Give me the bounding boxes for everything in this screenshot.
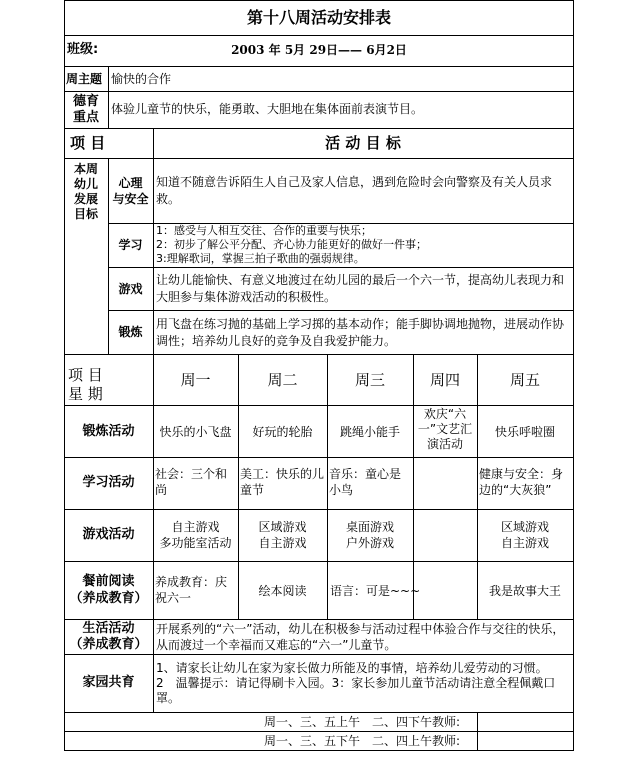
dev-learning-line-2: 2：初步了解公平分配、齐心协力能更好的做好一件事； (156, 238, 427, 251)
dev-games-label: 游戏 (118, 282, 143, 296)
theme-label: 周主题 (66, 72, 103, 86)
rule (64, 654, 574, 655)
class-label: 班级: (67, 42, 99, 57)
reading-wed: 语言：可是~~~ (330, 584, 421, 598)
life-label-2: （养成教育） (69, 637, 148, 652)
border-top (64, 0, 574, 1)
reading-mon: 养成教育：庆祝六一 (155, 575, 228, 605)
life-text: 开展系列的“六一”活动，幼儿在积极参与活动过程中体验合作与交往的快乐，从而渡过一个幸福而又难忘的“六一”儿童节。 (156, 622, 565, 652)
day-header-wed: 周三 (354, 371, 385, 389)
dev-exercise-text: 用飞盘在练习抛的基础上学习掷的基本动作；能手脚协调地抛物，进展动作协调性；培养幼儿良好的竞争及自我爱护能力。 (156, 317, 565, 348)
game-wed: 桌面游戏 户外游戏 (345, 520, 394, 550)
reading-label-1: 餐前阅读 (82, 574, 135, 589)
dev-learning-line-3: 3:理解歌词，掌握三拍子歌曲的强弱规律。 (156, 252, 365, 265)
dev-group-label-1: 本周 (73, 162, 98, 176)
reading-label-2: （养成教育） (69, 591, 148, 606)
item-header: 项 目 (70, 134, 106, 152)
dev-psych-text: 知道不随意告诉陌生人自己及家人信息，遇到危险时会向警察及有关人员求救。 (156, 175, 553, 206)
exercise-thu: 欢庆“六一”文艺汇演活动 (417, 407, 473, 451)
moral-value: 体验儿童节的快乐，能勇敢、大胆地在集体面前表演节目。 (111, 102, 424, 116)
dev-learning-label: 学习 (118, 238, 143, 252)
rule (108, 310, 574, 311)
goals-header: 活 动 目 标 (325, 134, 401, 152)
game-fri: 区域游戏 自主游戏 (500, 520, 549, 550)
dev-games-text: 让幼儿能愉快、有意义地渡过在幼儿园的最后一个六一节，提高幼儿表现力和大胆参与集体游戏活动的积极性。 (156, 273, 565, 304)
learning-tue: 美工：快乐的儿童节 (240, 467, 325, 497)
moral-label-line1: 德育 (72, 94, 99, 109)
learning-fri: 健康与安全：身边的“大灰狼” (479, 467, 564, 497)
date-year: 2003 年 (231, 43, 281, 57)
col-divider (108, 66, 109, 128)
learning-wed: 音乐：童心是小鸟 (329, 467, 402, 497)
col-divider (477, 354, 478, 619)
rule (64, 509, 574, 510)
col-divider (327, 354, 328, 619)
teacher-row-2: 周一、三、五下午 二、四上午教师: (264, 734, 461, 748)
day-header-thu: 周四 (429, 371, 460, 389)
page-title: 第十八周活动安排表 (246, 8, 391, 27)
home-line-1: 1、请家长让幼儿在家为家长做力所能及的事情，培养幼儿爱劳动的习惯。 (156, 661, 548, 675)
rule (64, 66, 574, 67)
dev-exercise-label: 锻炼 (118, 325, 143, 339)
home-label: 家园共育 (82, 675, 135, 690)
dev-learning-line-1: 1：感受与人相互交往、合作的重要与快乐； (156, 224, 372, 237)
dev-psych-label-1: 心理 (118, 176, 143, 190)
schedule-corner-1: 项 目 (68, 366, 103, 384)
exercise-activity-label: 锻炼活动 (82, 424, 135, 439)
rule (64, 712, 574, 713)
col-divider (153, 158, 154, 354)
learning-mon: 社会：三个和尚 (155, 467, 228, 497)
exercise-tue: 好玩的轮胎 (252, 425, 313, 439)
dev-psych-label-2: 与安全 (112, 192, 149, 206)
day-header-mon: 周一 (180, 371, 211, 389)
theme-value: 愉快的合作 (111, 72, 172, 86)
rule (64, 619, 574, 620)
exercise-wed: 跳绳小能手 (339, 425, 400, 439)
teacher-row-1: 周一、三、五上午 二、四下午教师: (264, 715, 461, 729)
exercise-fri: 快乐呼啦圈 (494, 425, 555, 439)
day-header-tue: 周二 (267, 371, 298, 389)
rule (64, 354, 574, 355)
date-span: 5月 29日—— 6月2日 (284, 43, 407, 57)
rule (64, 405, 574, 406)
rule (64, 158, 574, 159)
border-bottom (64, 750, 574, 751)
rule (64, 128, 574, 129)
life-label-1: 生活活动 (82, 621, 135, 636)
game-activity-label: 游戏活动 (82, 527, 135, 542)
rule (108, 267, 574, 268)
dev-group-label-4: 目标 (73, 207, 98, 221)
col-divider (477, 712, 478, 751)
rule (64, 731, 574, 732)
col-divider (413, 354, 414, 619)
col-divider (238, 354, 239, 619)
home-line-2: 2 温馨提示：请记得刷卡入园。3：家长参加儿童节活动请注意全程佩戴口罩。 (156, 676, 556, 705)
rule (64, 35, 574, 36)
date-range (64, 42, 574, 58)
reading-tue: 绘本阅读 (258, 584, 307, 598)
reading-fri: 我是故事大王 (488, 584, 561, 598)
rule (64, 457, 574, 458)
moral-label-line2: 重点 (72, 110, 99, 125)
rule (64, 91, 574, 92)
day-header-fri: 周五 (509, 371, 540, 389)
border-right (573, 0, 574, 751)
game-mon: 自主游戏 多功能室活动 (159, 520, 232, 550)
game-tue: 区域游戏 自主游戏 (258, 520, 307, 550)
dev-group-label-2: 幼儿 (73, 177, 98, 191)
learning-activity-label: 学习活动 (82, 475, 135, 490)
exercise-mon: 快乐的小飞盘 (159, 425, 232, 439)
schedule-corner-2: 星 期 (68, 385, 103, 403)
rule (64, 561, 574, 562)
dev-group-label-3: 发展 (73, 192, 98, 206)
